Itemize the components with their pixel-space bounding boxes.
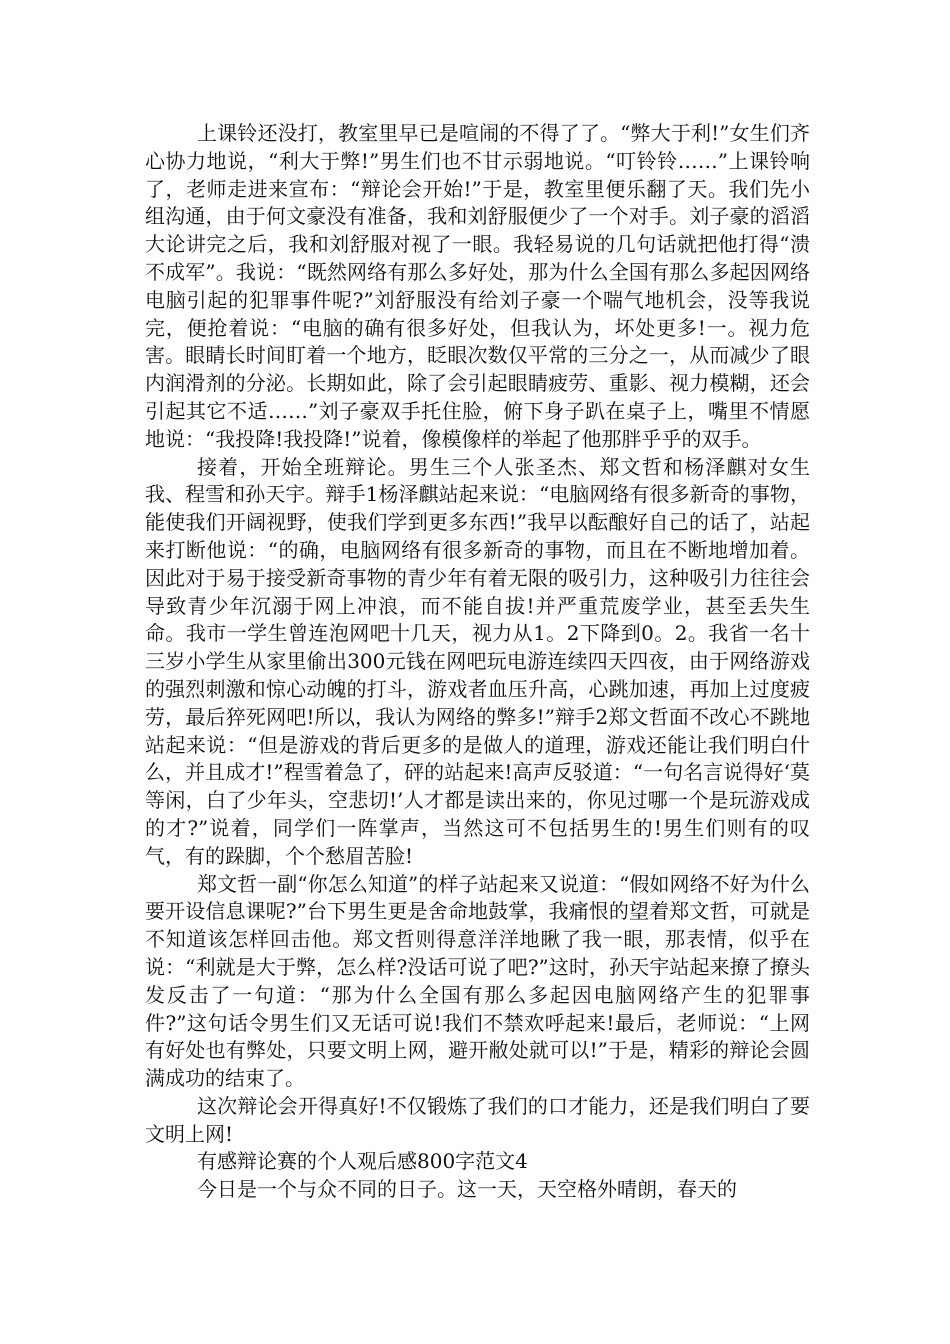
paragraph-debate-opening: 上课铃还没打，教室里早已是喧闹的不得了了。“弊大于利!”女生们齐心协力地说，“利大于弊!”男生们也不甘示弱地说。“叮铃铃……”上课铃响了，老师走进来宣布：“辩论会开始!”于是，教室里便乐翻了天。我们先小组沟通，由于何文豪没有准备，我和刘舒服便少了一个对手。刘子豪的滔滔大论讲完之后，我和刘舒服对视了一眼。我轻易说的几句话就把他打得“溃不成军”。我说：“既然网络有那么多好处，那为什么全国有那么多起因网络电脑引起的犯罪事件呢?”刘舒服没有给刘子豪一个喘气地机会，没等我说完，便抢着说：“电脑的确有很多好处，但我认为，坏处更多!一。视力危害。眼睛长时间盯着一个地方，眨眼次数仅平常的三分之一，从而减少了眼内润滑剂的分泌。长期如此，除了会引起眼睛疲劳、重影、视力模糊，还会引起其它不适……”刘子豪双手托住脸，俯下身子趴在桌子上，嘴里不情愿地说：“我投降!我投降!”说着，像模像样的举起了他那胖乎乎的双手。 <box>145 121 810 451</box>
paragraph-conclusion: 这次辩论会开得真好!不仅锻炼了我们的口才能力，还是我们明白了要文明上网! <box>145 1093 810 1146</box>
paragraph-next-essay-start: 今日是一个与众不同的日子。这一天，天空格外晴朗，春天的 <box>197 1177 737 1202</box>
section-heading: 有感辩论赛的个人观后感800字范文4 <box>197 1149 528 1174</box>
paragraph-rebuttal: 郑文哲一副“你怎么知道”的样子站起来又说道：“假如网络不好为什么要开设信息课呢?”台下男生更是舍命地鼓掌，我痛恨的望着郑文哲，可就是不知道该怎样回击他。郑文哲则得意洋洋地瞅了我一眼，那表情，似乎在说：“利就是大于弊，怎么样?没话可说了吧?”这时，孙天宇站起来撩了撩头发反击了一句道：“那为什么全国有那么多起因电脑网络产生的犯罪事件?”这句话令男生们又无话可说!我们不禁欢呼起来!最后，老师说：“上网有好处也有弊处，只要文明上网，避开敝处就可以!”于是，精彩的辩论会圆满成功的结束了。 <box>145 871 810 1091</box>
document-page <box>145 120 810 1204</box>
paragraph-class-debate: 接着，开始全班辩论。男生三个人张圣杰、郑文哲和杨泽麒对女生我、程雪和孙天宇。辩手1杨泽麒站起来说：“电脑网络有很多新奇的事物，能使我们开阔视野，使我们学到更多东西!”我早以酝酿好自己的话了，站起来打断他说：“的确，电脑网络有很多新奇的事物，而且在不断地增加着。因此对于易于接受新奇事物的青少年有着无限的吸引力，这种吸引力往往会导致青少年沉溺于网上冲浪，而不能自拔!并严重荒废学业，甚至丢失生命。我市一学生曾连泡网吧十几天，视力从1。2下降到0。2。我省一名十三岁小学生从家里偷出300元钱在网吧玩电游连续四天四夜，由于网络游戏的强烈刺激和惊心动魄的打斗，游戏者血压升高，心跳加速，再加上过度疲劳，最后猝死网吧!所以，我认为网络的弊多!”辩手2郑文哲面不改心不跳地站起来说：“但是游戏的背后更多的是做人的道理，游戏还能让我们明白什么，并且成才!”程雪着急了，砰的站起来!高声反驳道：“一句名言说得好‘莫等闲，白了少年头，空悲切!’人才都是读出来的，你见过哪一个是玩游戏成的才?”说着，同学们一阵掌声，当然这可不包括男生的!男生们则有的叹气，有的跺脚，个个愁眉苦脸! <box>145 454 810 868</box>
